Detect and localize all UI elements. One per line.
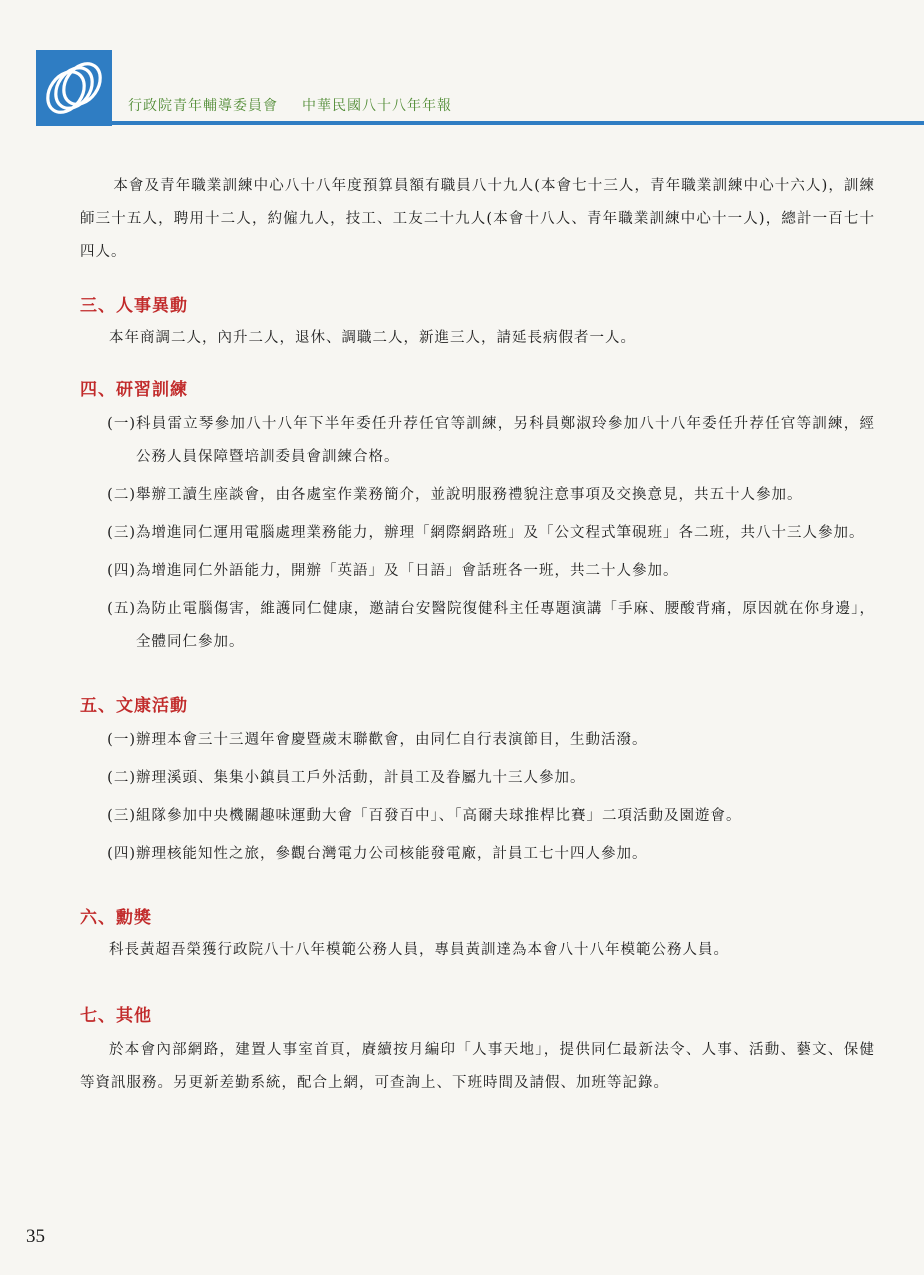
training-list — [80, 408, 875, 659]
intro-paragraph: 本會及青年職業訓練中心八十八年度預算員額有職員八十九人(本會七十三人，青年職業訓練中心十六人)，訓練師三十五人，聘用十二人，約僱九人，技工、工友二十九人(本會十八人、青年職業訓練中心十一人)，總計一百七十四人。 — [80, 178, 875, 260]
other-text: 於本會內部網路，建置人事室首頁，賡續按月編印「人事天地」，提供同仁最新法令、人事、活動、藝文、保健等資訊服務。另更新差勤系統，配合上網，可查詢上、下班時間及請假、加班等記錄。 — [80, 1042, 875, 1091]
list-item — [80, 517, 875, 550]
list-item-number: (四) — [107, 846, 136, 862]
list-item — [80, 593, 875, 659]
section-title-training: 四、研習訓練 — [80, 380, 188, 400]
list-item-text: 組隊參加中央機關趣味運動大會「百發百中」、「高爾夫球推桿比賽」二項活動及園遊會。 — [136, 808, 742, 824]
list-item-number: (四) — [107, 563, 136, 579]
list-item-text: 辦理溪頭、集集小鎮員工戶外活動，計員工及眷屬九十三人參加。 — [136, 770, 586, 786]
list-item-number: (三) — [107, 808, 136, 824]
list-item-text: 舉辦工讀生座談會，由各處室作業務簡介，並說明服務禮貌注意事項及交換意見，共五十人參加。 — [136, 487, 803, 503]
header-org: 行政院青年輔導委員會 — [128, 98, 278, 114]
list-item-text: 為增進同仁外語能力，開辦「英語」及「日語」會話班各一班，共二十人參加。 — [136, 563, 679, 579]
list-item — [80, 800, 875, 833]
page-number: 35 — [26, 1226, 45, 1247]
header-title — [128, 95, 452, 115]
section-title-recreation: 五、文康活動 — [80, 696, 188, 716]
list-item-number: (二) — [107, 487, 136, 503]
list-item — [80, 838, 875, 871]
list-item-text: 為增進同仁運用電腦處理業務能力，辦理「網際網路班」及「公文程式筆硯班」各二班，共八十三人參加。 — [136, 525, 865, 541]
list-item-text: 科員雷立琴參加八十八年下半年委任升荐任官等訓練，另科員鄭淑玲參加八十八年委任升荐任官等訓練，經公務人員保障暨培訓委員會訓練合格。 — [136, 416, 875, 465]
rings-logo-icon — [36, 50, 112, 126]
header-report: 中華民國八十八年年報 — [302, 98, 452, 114]
list-item-number: (五) — [107, 601, 136, 617]
personnel-changes-text: 本年商調二人，內升二人，退休、調職二人，新進三人，請延長病假者一人。 — [109, 330, 636, 346]
page-content — [80, 170, 875, 1100]
list-item — [80, 762, 875, 795]
list-item — [80, 555, 875, 588]
list-item — [80, 724, 875, 757]
list-item-number: (一) — [107, 732, 136, 748]
section-title-other: 七、其他 — [80, 1006, 152, 1026]
list-item-number: (一) — [107, 416, 136, 432]
section-title-awards: 六、勳獎 — [80, 908, 152, 928]
header-logo — [36, 50, 112, 126]
list-item-number: (三) — [107, 525, 136, 541]
recreation-list — [80, 724, 875, 871]
section-title-personnel-changes: 三、人事異動 — [80, 296, 188, 316]
list-item-text: 為防止電腦傷害，維護同仁健康，邀請台安醫院復健科主任專題演講「手麻、腰酸背痛，原因就在你身邊」，全體同仁參加。 — [136, 601, 875, 650]
header-rule — [112, 121, 924, 125]
list-item-text: 辦理核能知性之旅，參觀台灣電力公司核能發電廠，計員工七十四人參加。 — [136, 846, 648, 862]
list-item-number: (二) — [107, 770, 136, 786]
list-item — [80, 479, 875, 512]
list-item-text: 辦理本會三十三週年會慶暨歲末聯歡會，由同仁自行表演節目，生動活潑。 — [136, 732, 648, 748]
awards-text: 科長黃超吾榮獲行政院八十八年模範公務人員，專員黃訓達為本會八十八年模範公務人員。 — [109, 942, 729, 958]
list-item — [80, 408, 875, 474]
